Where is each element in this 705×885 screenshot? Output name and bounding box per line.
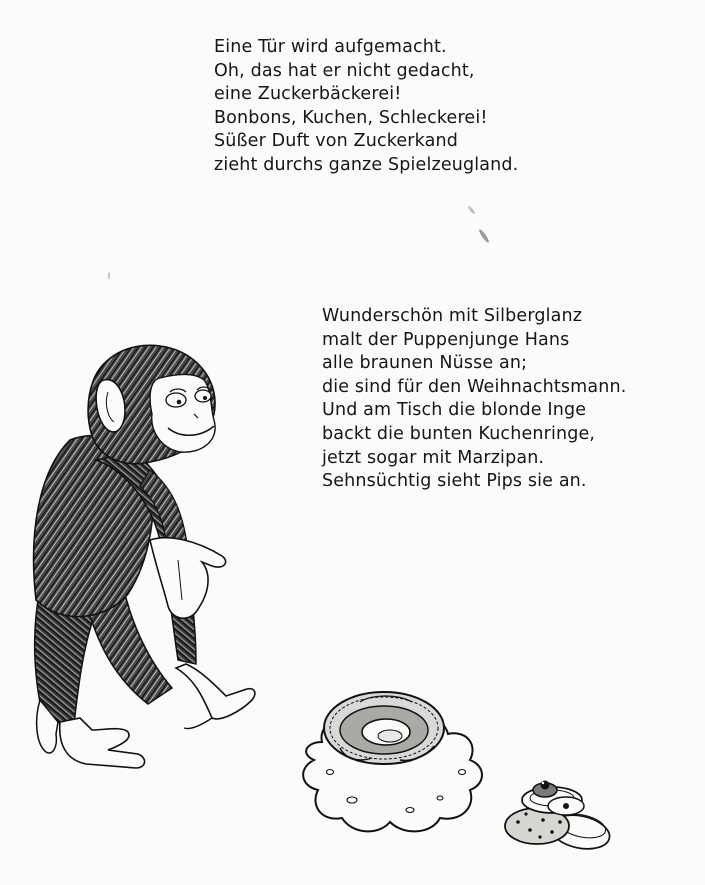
stanza-1-line-4: Bonbons, Kuchen, Schleckerei! bbox=[214, 107, 488, 128]
stanza-2-line-4: die sind für den Weihnachtsmann. bbox=[322, 376, 627, 397]
stanza-2-line-7: jetzt sogar mit Marzipan. bbox=[322, 447, 545, 468]
stanza-1-line-5: Süßer Duft von Zuckerkand bbox=[214, 131, 458, 152]
stanza-2-line-5: Und am Tisch die blonde Inge bbox=[322, 400, 587, 421]
stanza-2-line-3: alle braunen Nüsse an; bbox=[322, 353, 528, 374]
stanza-1-line-1: Eine Tür wird aufgemacht. bbox=[214, 37, 447, 57]
stanza-2-line-6: backt die bunten Kuchenringe, bbox=[322, 423, 596, 444]
stanza-2-line-2: malt der Puppenjunge Hans bbox=[322, 329, 570, 350]
stanza-1-line-3: eine Zuckerbäckerei! bbox=[214, 84, 402, 105]
stanza-2-line-8: Sehnsüchtig sieht Pips sie an. bbox=[322, 471, 587, 492]
stanza-1-line-2: Oh, das hat er nicht gedacht, bbox=[214, 60, 475, 81]
stanza-1-line-6: zieht durchs ganze Spielzeugland. bbox=[214, 154, 519, 175]
stanza-2-line-1: Wunderschön mit Silberglanz bbox=[322, 306, 583, 326]
